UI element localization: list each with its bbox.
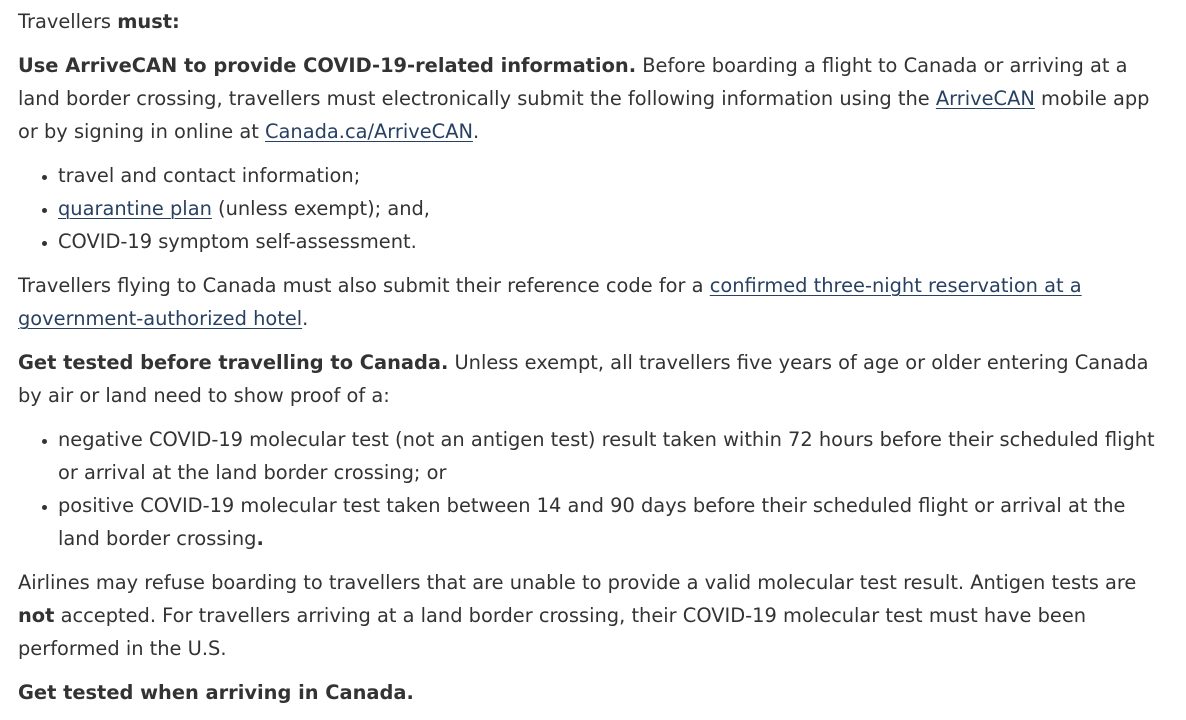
intro-text: Travellers <box>18 10 118 33</box>
article-content <box>18 5 1168 720</box>
list-item <box>58 225 1168 258</box>
list-item-text: negative COVID-19 molecular test (not an antigen test) result taken within 72 hours before their scheduled flight or arrival at the land border crossing; or <box>58 428 1155 484</box>
intro-paragraph <box>18 5 1168 38</box>
hotel-text-2: . <box>302 307 309 330</box>
airlines-not: not <box>18 604 55 627</box>
list-item-text: COVID-19 symptom self-assessment. <box>58 230 417 253</box>
list-item-period: . <box>256 527 264 550</box>
airlines-text-2: accepted. For travellers arriving at a land border crossing, their COVID-19 molecular test must have been performed in the U.S. <box>18 604 1087 660</box>
list-item-text: travel and contact information; <box>58 164 361 187</box>
arrivecan-online-link[interactable]: Canada.ca/ArriveCAN <box>265 120 473 143</box>
airlines-paragraph <box>18 566 1168 665</box>
arrival-paragraph <box>18 676 1168 709</box>
pretest-text: Unless exempt, all travellers five years of age or older entering Canada by air or land need to show proof of a: <box>18 351 1149 407</box>
list-item-text: positive COVID-19 molecular test taken between 14 and 90 days before their scheduled flight or arrival at the land border crossing <box>58 494 1126 550</box>
pretest-heading: Get tested before travelling to Canada. <box>18 351 449 374</box>
arrivecan-text-1: Before boarding a flight to Canada or arriving at a land border crossing, travellers must electronically submit the following information using the <box>18 54 1128 110</box>
arrivecan-text-3: . <box>473 120 480 143</box>
quarantine-plan-link[interactable]: quarantine plan <box>58 197 212 220</box>
arrivecan-info-list <box>18 159 1168 258</box>
hotel-reservation-link[interactable]: confirmed three-night reservation at a government-authorized hotel <box>18 274 1082 330</box>
arrivecan-app-link[interactable]: ArriveCAN <box>935 87 1035 110</box>
arrivecan-heading: Use ArriveCAN to provide COVID-19-related information. <box>18 54 637 77</box>
pretest-proof-list <box>18 423 1168 555</box>
list-item-text: (unless exempt); and, <box>211 197 430 220</box>
list-item <box>58 489 1168 555</box>
intro-must: must: <box>117 10 180 33</box>
arrival-heading: Get tested when arriving in Canada. <box>18 681 414 704</box>
hotel-text-1: Travellers flying to Canada must also submit their reference code for a <box>18 274 710 297</box>
arrivecan-text-2: mobile app or by signing in online at <box>18 87 1150 143</box>
arrivecan-paragraph <box>18 49 1168 148</box>
airlines-text-1: Airlines may refuse boarding to travellers that are unable to provide a valid molecular test result. Antigen tests are <box>18 571 1137 594</box>
list-item <box>58 423 1168 489</box>
list-item <box>58 192 1168 225</box>
list-item <box>58 159 1168 192</box>
pretest-paragraph <box>18 346 1168 412</box>
hotel-paragraph <box>18 269 1168 335</box>
